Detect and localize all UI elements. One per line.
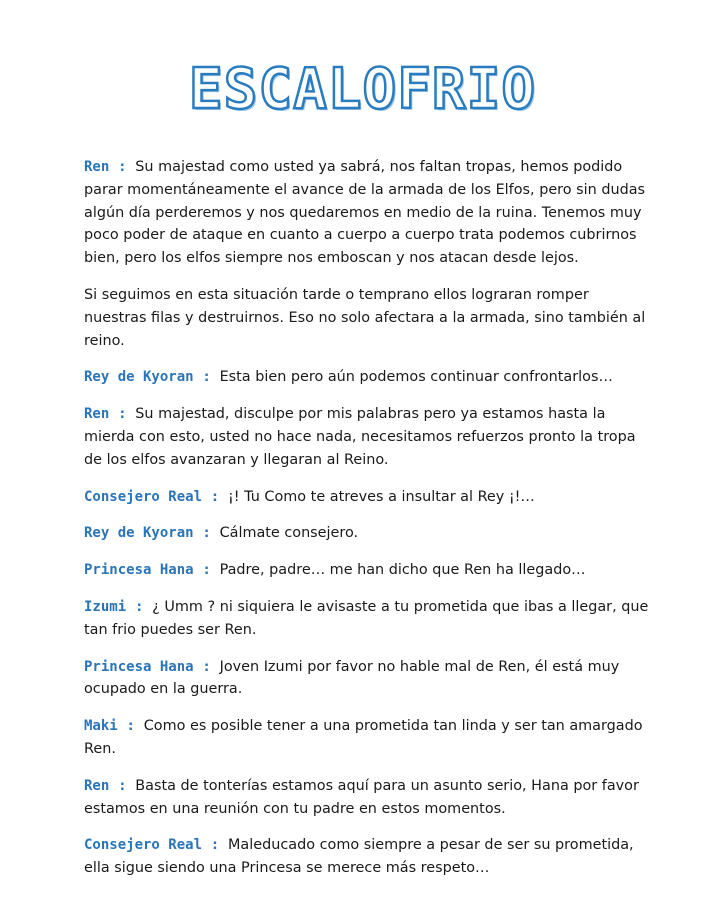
- speaker-name: Ren: [84, 159, 110, 175]
- dialogue-text: ¿ Umm ? ni siquiera le avisaste a tu prometida que ibas a llegar, que tan frio puedes ser Ren.: [84, 598, 649, 638]
- dialogue-paragraph: [84, 775, 654, 821]
- speaker-separator: :: [202, 488, 229, 505]
- dialogue-text: Esta bien pero aún podemos continuar confrontarlos…: [219, 369, 613, 386]
- dialogue-paragraph: [84, 715, 654, 761]
- speaker-separator: :: [193, 658, 220, 675]
- speaker-name: Rey de Kyoran: [84, 369, 194, 386]
- dialogue-text: Maleducado como siempre a pesar de ser su prometida, ella sigue siendo una Princesa se merece más respeto…: [84, 837, 634, 877]
- dialogue-paragraph: [84, 656, 654, 702]
- speaker-name: Izumi: [84, 598, 127, 615]
- speaker-separator: :: [117, 718, 144, 735]
- speaker-name: Consejero Real: [84, 488, 203, 505]
- dialogue-text: Su majestad, disculpe por mis palabras pero ya estamos hasta la mierda con esto, usted no hace nada, necesitamos refuerzos pronto la tropa de los elfos avanzaran y llegaran al Reino.: [84, 406, 636, 468]
- speaker-name: Princesa Hana: [84, 562, 194, 579]
- speaker-separator: :: [202, 837, 229, 854]
- narration-paragraph: [84, 284, 654, 352]
- speaker-separator: :: [193, 562, 220, 579]
- speaker-name: Princesa Hana: [84, 658, 194, 675]
- dialogue-text: Padre, padre… me han dicho que Ren ha llegado…: [219, 562, 586, 579]
- dialogue-paragraph: [84, 156, 654, 270]
- speaker-separator: :: [193, 369, 220, 386]
- dialogue-paragraph: [84, 366, 654, 389]
- speaker-separator: :: [193, 525, 220, 542]
- speaker-name: Ren: [84, 406, 110, 423]
- dialogue-text: Cálmate consejero.: [219, 525, 359, 542]
- dialogue-text: Basta de tonterías estamos aquí para un asunto serio, Hana por favor estamos en una reunión con tu padre en estos momentos.: [84, 777, 639, 817]
- dialogue-paragraph: [84, 596, 654, 642]
- dialogue-text: Como es posible tener a una prometida tan linda y ser tan amargado Ren.: [84, 718, 643, 757]
- speaker-separator: :: [109, 406, 136, 423]
- dialogue-text: ¡! Tu Como te atreves a insultar al Rey ¡!…: [228, 488, 535, 505]
- dialogue-text: Joven Izumi por favor no hable mal de Ren, él está muy ocupado en la guerra.: [84, 658, 620, 698]
- speaker-name: Ren: [84, 777, 110, 794]
- speaker-separator: :: [126, 598, 153, 615]
- dialogue-body: [84, 156, 654, 894]
- document-title: ESCALOFRIO: [188, 57, 537, 122]
- dialogue-text: Su majestad como usted ya sabrá, nos faltan tropas, hemos podido parar momentáneamente el avance de la armada de los Elfos, pero sin dudas algún día perderemos y nos quedaremos en medio de la ruina. Tenemos muy poco poder de ataque en cuanto a cuerpo a cuerpo trata podemos cubrirnos bien, pero los elfos siempre nos emboscan y nos atacan desde lejos.: [84, 159, 646, 267]
- dialogue-text: Si seguimos en esta situación tarde o temprano ellos lograran romper nuestras filas y destruirnos. Eso no solo afectara a la armada, sino también al reino.: [84, 286, 646, 349]
- speaker-name: Consejero Real: [84, 837, 203, 854]
- dialogue-paragraph: [84, 486, 654, 509]
- dialogue-paragraph: [84, 834, 654, 880]
- speaker-separator: :: [109, 159, 136, 175]
- dialogue-paragraph: [84, 403, 654, 471]
- speaker-separator: :: [109, 777, 136, 794]
- dialogue-paragraph: [84, 522, 654, 545]
- speaker-name: Maki: [84, 718, 118, 735]
- speaker-name: Rey de Kyoran: [84, 525, 194, 542]
- dialogue-paragraph: [84, 559, 654, 582]
